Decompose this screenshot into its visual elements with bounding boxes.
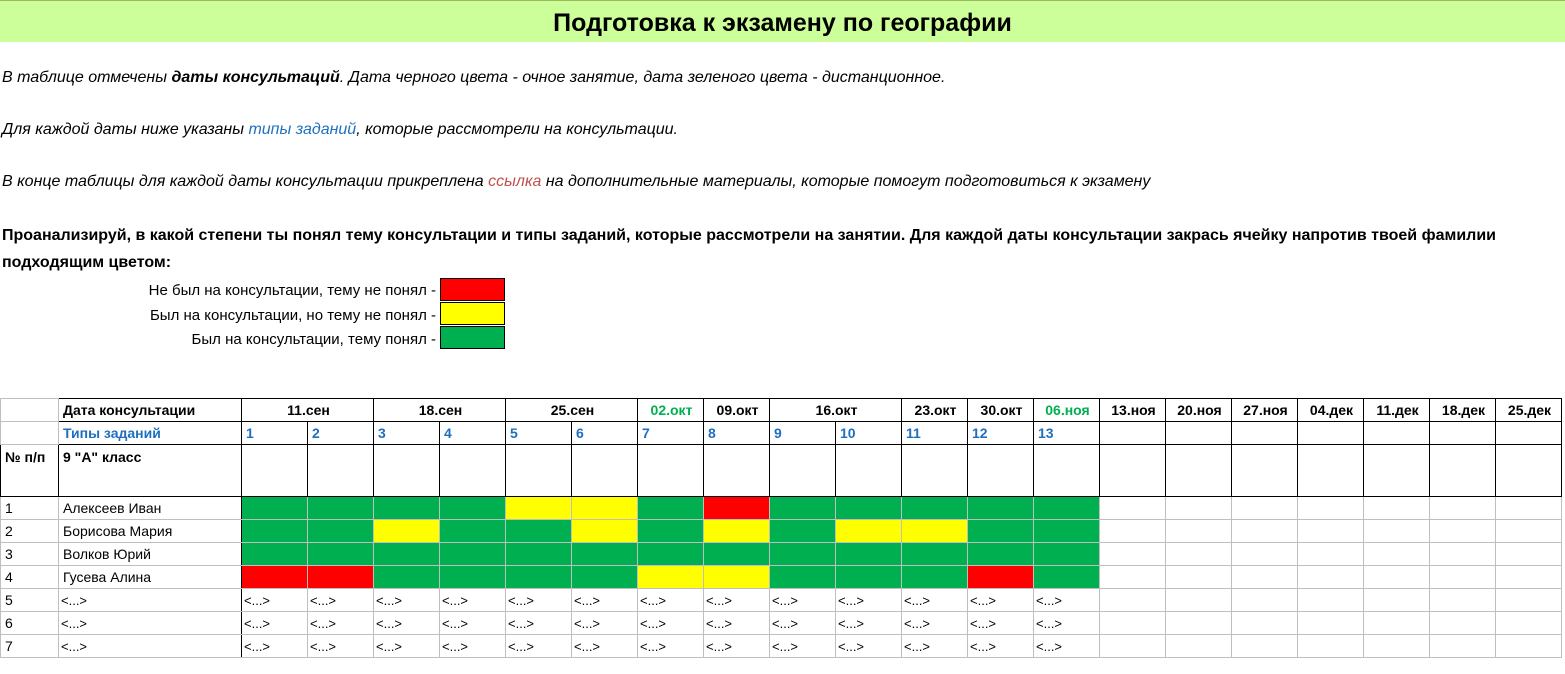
type-cell xyxy=(1100,422,1166,445)
mark-cell[interactable] xyxy=(1034,566,1100,589)
placeholder-cell xyxy=(1232,612,1298,635)
mark-cell[interactable] xyxy=(308,497,374,520)
mark-cell[interactable] xyxy=(506,566,572,589)
empty-cell xyxy=(506,445,572,497)
mark-cell[interactable] xyxy=(638,566,704,589)
mark-cell xyxy=(1100,497,1166,520)
page-title: Подготовка к экзамену по географии xyxy=(0,0,1565,42)
placeholder-cell: <...> xyxy=(1034,635,1100,658)
placeholder-cell: <...> xyxy=(902,612,968,635)
type-cell: 2 xyxy=(308,422,374,445)
link-highlight: ссылка xyxy=(488,173,542,190)
placeholder-cell: <...> xyxy=(902,589,968,612)
placeholder-cell: <...> xyxy=(770,635,836,658)
empty-cell xyxy=(1034,445,1100,497)
mark-cell xyxy=(1496,520,1562,543)
mark-cell xyxy=(1364,543,1430,566)
date-cell: 30.окт xyxy=(968,399,1034,422)
empty-cell xyxy=(836,445,902,497)
mark-cell xyxy=(1298,520,1364,543)
empty-cell xyxy=(770,445,836,497)
placeholder-cell: <...> xyxy=(968,635,1034,658)
placeholder-cell: <...> xyxy=(506,589,572,612)
mark-cell xyxy=(1364,497,1430,520)
empty-cell xyxy=(374,445,440,497)
mark-cell xyxy=(1232,520,1298,543)
mark-cell[interactable] xyxy=(506,520,572,543)
empty-cell xyxy=(242,445,308,497)
class-label: 9 "А" класс xyxy=(59,445,242,497)
mark-cell[interactable] xyxy=(770,566,836,589)
mark-cell[interactable] xyxy=(1034,497,1100,520)
legend-green-label: Был на консультации, тему понял - xyxy=(191,331,436,348)
placeholder-cell xyxy=(1100,612,1166,635)
empty-cell xyxy=(968,445,1034,497)
placeholder-cell xyxy=(1364,612,1430,635)
placeholder-cell: <...> xyxy=(836,612,902,635)
mark-cell[interactable] xyxy=(1034,520,1100,543)
mark-cell[interactable] xyxy=(440,566,506,589)
type-cell: 11 xyxy=(902,422,968,445)
date-cell: 25.сен xyxy=(506,399,638,422)
text-part: , которые рассмотрели на консультации. xyxy=(356,121,678,138)
student-name: Борисова Мария xyxy=(59,520,242,543)
placeholder-cell: <...> xyxy=(638,635,704,658)
mark-cell[interactable] xyxy=(308,520,374,543)
empty-cell xyxy=(440,445,506,497)
mark-cell[interactable] xyxy=(968,497,1034,520)
instruction-text: Проанализируй, в какой степени ты понял тему консультации и типы заданий, которые рассмотрели на занятии. Для каждой даты консультации закрась ячейку напротив твоей фамилии подходящим цветом: xyxy=(2,227,1496,271)
placeholder-cell: <...> xyxy=(308,612,374,635)
placeholder-name: <...> xyxy=(59,589,242,612)
date-cell: 09.окт xyxy=(704,399,770,422)
text-part: Для каждой даты ниже указаны xyxy=(2,121,249,138)
mark-cell[interactable] xyxy=(770,543,836,566)
date-cell: 18.дек xyxy=(1430,399,1496,422)
placeholder-cell: <...> xyxy=(836,635,902,658)
mark-cell xyxy=(1298,497,1364,520)
mark-cell xyxy=(1232,497,1298,520)
empty-cell xyxy=(1430,445,1496,497)
placeholder-cell: <...> xyxy=(374,589,440,612)
placeholder-cell xyxy=(1364,589,1430,612)
placeholder-cell xyxy=(1364,635,1430,658)
intro-link-text xyxy=(2,173,1150,191)
mark-cell[interactable] xyxy=(1034,543,1100,566)
mark-cell xyxy=(1100,543,1166,566)
legend-red-swatch xyxy=(440,278,505,301)
placeholder-cell: <...> xyxy=(572,635,638,658)
placeholder-cell: <...> xyxy=(506,635,572,658)
date-cell: 02.окт xyxy=(638,399,704,422)
mark-cell xyxy=(1232,543,1298,566)
placeholder-cell xyxy=(1298,612,1364,635)
table-row xyxy=(1,589,1562,612)
mark-cell[interactable] xyxy=(242,566,308,589)
table-row xyxy=(1,543,1562,566)
type-cell: 1 xyxy=(242,422,308,445)
empty-cell xyxy=(1364,445,1430,497)
placeholder-cell xyxy=(1166,635,1232,658)
row-number: 4 xyxy=(1,566,59,589)
row-number: 3 xyxy=(1,543,59,566)
mark-cell xyxy=(1232,566,1298,589)
consultation-table xyxy=(0,398,1562,658)
mark-cell[interactable] xyxy=(374,543,440,566)
types-row xyxy=(1,422,1562,445)
mark-cell xyxy=(1364,566,1430,589)
placeholder-cell: <...> xyxy=(308,589,374,612)
mark-cell[interactable] xyxy=(440,520,506,543)
placeholder-cell xyxy=(1430,612,1496,635)
num-header: № п/п xyxy=(1,445,59,497)
empty-cell xyxy=(902,445,968,497)
table-row xyxy=(1,497,1562,520)
empty-cell xyxy=(572,445,638,497)
empty-cell xyxy=(308,445,374,497)
intro-types-text xyxy=(2,121,678,139)
placeholder-cell: <...> xyxy=(440,589,506,612)
mark-cell[interactable] xyxy=(638,543,704,566)
placeholder-cell: <...> xyxy=(704,589,770,612)
intro-dates-text xyxy=(2,69,945,87)
mark-cell[interactable] xyxy=(836,497,902,520)
date-cell: 13.ноя xyxy=(1100,399,1166,422)
date-cell: 20.ноя xyxy=(1166,399,1232,422)
mark-cell[interactable] xyxy=(638,520,704,543)
type-cell: 13 xyxy=(1034,422,1100,445)
mark-cell xyxy=(1166,543,1232,566)
type-cell: 3 xyxy=(374,422,440,445)
mark-cell xyxy=(1298,543,1364,566)
mark-cell xyxy=(1100,566,1166,589)
mark-cell xyxy=(1496,543,1562,566)
placeholder-cell xyxy=(1430,635,1496,658)
mark-cell xyxy=(1166,520,1232,543)
mark-cell[interactable] xyxy=(836,566,902,589)
row-number: 1 xyxy=(1,497,59,520)
mark-cell[interactable] xyxy=(572,497,638,520)
mark-cell[interactable] xyxy=(374,566,440,589)
mark-cell[interactable] xyxy=(242,520,308,543)
mark-cell xyxy=(1496,497,1562,520)
empty-cell xyxy=(1166,445,1232,497)
text-part: В конце таблицы для каждой даты консультации прикреплена xyxy=(2,173,489,190)
student-name: Волков Юрий xyxy=(59,543,242,566)
placeholder-cell: <...> xyxy=(440,612,506,635)
mark-cell[interactable] xyxy=(836,520,902,543)
placeholder-cell: <...> xyxy=(638,612,704,635)
mark-cell[interactable] xyxy=(242,543,308,566)
placeholder-cell: <...> xyxy=(506,612,572,635)
type-cell xyxy=(1364,422,1430,445)
empty-cell xyxy=(1298,445,1364,497)
placeholder-cell xyxy=(1298,589,1364,612)
types-header: Типы заданий xyxy=(59,422,242,445)
empty-cell xyxy=(1,422,59,445)
empty-cell xyxy=(1,399,59,422)
placeholder-cell xyxy=(1100,589,1166,612)
type-cell: 4 xyxy=(440,422,506,445)
student-name: Гусева Алина xyxy=(59,566,242,589)
mark-cell xyxy=(1166,566,1232,589)
type-cell: 5 xyxy=(506,422,572,445)
placeholder-cell xyxy=(1298,635,1364,658)
type-cell: 12 xyxy=(968,422,1034,445)
mark-cell[interactable] xyxy=(440,543,506,566)
mark-cell[interactable] xyxy=(968,520,1034,543)
mark-cell[interactable] xyxy=(704,566,770,589)
type-cell xyxy=(1496,422,1562,445)
placeholder-cell: <...> xyxy=(572,589,638,612)
date-cell: 25.дек xyxy=(1496,399,1562,422)
mark-cell[interactable] xyxy=(308,543,374,566)
placeholder-cell: <...> xyxy=(968,612,1034,635)
text-part: . Дата черного цвета - очное занятие, дата зеленого цвета - дистанционное. xyxy=(339,69,946,86)
placeholder-cell xyxy=(1430,589,1496,612)
table-row xyxy=(1,566,1562,589)
mark-cell[interactable] xyxy=(374,497,440,520)
placeholder-cell: <...> xyxy=(968,589,1034,612)
placeholder-cell xyxy=(1166,589,1232,612)
legend-yellow-label: Был на консультации, но тему не понял - xyxy=(149,307,436,324)
mark-cell[interactable] xyxy=(704,543,770,566)
mark-cell xyxy=(1298,566,1364,589)
placeholder-cell: <...> xyxy=(440,635,506,658)
placeholder-cell: <...> xyxy=(374,612,440,635)
placeholder-cell: <...> xyxy=(704,635,770,658)
type-cell: 10 xyxy=(836,422,902,445)
date-cell: 11.дек xyxy=(1364,399,1430,422)
date-cell: 23.окт xyxy=(902,399,968,422)
mark-cell[interactable] xyxy=(902,566,968,589)
mark-cell[interactable] xyxy=(374,520,440,543)
placeholder-cell xyxy=(1232,589,1298,612)
empty-cell xyxy=(1100,445,1166,497)
row-number: 2 xyxy=(1,520,59,543)
mark-cell xyxy=(1100,520,1166,543)
table-row xyxy=(1,612,1562,635)
mark-cell xyxy=(1364,520,1430,543)
mark-cell xyxy=(1430,520,1496,543)
type-cell xyxy=(1166,422,1232,445)
row-number: 7 xyxy=(1,635,59,658)
placeholder-cell: <...> xyxy=(638,589,704,612)
placeholder-cell xyxy=(1496,612,1562,635)
legend-green-swatch xyxy=(440,326,505,349)
type-cell: 7 xyxy=(638,422,704,445)
table-row xyxy=(1,635,1562,658)
mark-cell[interactable] xyxy=(836,543,902,566)
text-bold-part: даты консультаций xyxy=(171,69,340,86)
mark-cell xyxy=(1166,497,1232,520)
mark-cell[interactable] xyxy=(572,566,638,589)
mark-cell[interactable] xyxy=(770,520,836,543)
mark-cell[interactable] xyxy=(968,543,1034,566)
mark-cell[interactable] xyxy=(242,497,308,520)
date-header: Дата консультации xyxy=(59,399,242,422)
placeholder-cell: <...> xyxy=(572,612,638,635)
dates-row xyxy=(1,399,1562,422)
mark-cell[interactable] xyxy=(902,543,968,566)
student-name: Алексеев Иван xyxy=(59,497,242,520)
empty-cell xyxy=(704,445,770,497)
type-cell: 6 xyxy=(572,422,638,445)
empty-cell xyxy=(638,445,704,497)
row-number: 5 xyxy=(1,589,59,612)
mark-cell[interactable] xyxy=(770,497,836,520)
placeholder-cell: <...> xyxy=(308,635,374,658)
legend-yellow-swatch xyxy=(440,302,505,325)
placeholder-cell: <...> xyxy=(704,612,770,635)
mark-cell[interactable] xyxy=(902,497,968,520)
mark-cell[interactable] xyxy=(968,566,1034,589)
date-cell: 18.сен xyxy=(374,399,506,422)
mark-cell[interactable] xyxy=(704,497,770,520)
row-number: 6 xyxy=(1,612,59,635)
mark-cell[interactable] xyxy=(638,497,704,520)
type-cell xyxy=(1232,422,1298,445)
placeholder-cell xyxy=(1232,635,1298,658)
legend-red-label: Не был на консультации, тему не понял - xyxy=(148,282,436,299)
mark-cell[interactable] xyxy=(902,520,968,543)
placeholder-cell xyxy=(1496,635,1562,658)
date-cell: 06.ноя xyxy=(1034,399,1100,422)
table-row xyxy=(1,520,1562,543)
placeholder-cell xyxy=(1496,589,1562,612)
placeholder-cell: <...> xyxy=(770,612,836,635)
placeholder-cell: <...> xyxy=(242,589,308,612)
placeholder-cell: <...> xyxy=(770,589,836,612)
mark-cell xyxy=(1430,497,1496,520)
type-cell: 9 xyxy=(770,422,836,445)
mark-cell[interactable] xyxy=(506,543,572,566)
mark-cell xyxy=(1430,566,1496,589)
mark-cell[interactable] xyxy=(308,566,374,589)
type-cell xyxy=(1430,422,1496,445)
placeholder-cell xyxy=(1166,612,1232,635)
mark-cell xyxy=(1496,566,1562,589)
date-cell: 16.окт xyxy=(770,399,902,422)
mark-cell xyxy=(1430,543,1496,566)
placeholder-name: <...> xyxy=(59,612,242,635)
placeholder-cell: <...> xyxy=(1034,612,1100,635)
placeholder-cell: <...> xyxy=(1034,589,1100,612)
empty-cell xyxy=(1496,445,1562,497)
date-cell: 04.дек xyxy=(1298,399,1364,422)
type-cell: 8 xyxy=(704,422,770,445)
empty-cell xyxy=(1232,445,1298,497)
types-highlight: типы заданий xyxy=(248,121,357,138)
placeholder-cell: <...> xyxy=(242,612,308,635)
text-part: В таблице отмечены xyxy=(2,69,172,86)
placeholder-cell xyxy=(1100,635,1166,658)
mark-cell[interactable] xyxy=(440,497,506,520)
class-header-row xyxy=(1,445,1562,497)
placeholder-cell: <...> xyxy=(374,635,440,658)
mark-cell[interactable] xyxy=(572,543,638,566)
placeholder-cell: <...> xyxy=(902,635,968,658)
mark-cell[interactable] xyxy=(704,520,770,543)
placeholder-name: <...> xyxy=(59,635,242,658)
text-part: на дополнительные материалы, которые помогут подготовиться к экзамену xyxy=(541,173,1151,190)
placeholder-cell: <...> xyxy=(836,589,902,612)
mark-cell[interactable] xyxy=(572,520,638,543)
date-cell: 27.ноя xyxy=(1232,399,1298,422)
mark-cell[interactable] xyxy=(506,497,572,520)
date-cell: 11.сен xyxy=(242,399,374,422)
placeholder-cell: <...> xyxy=(242,635,308,658)
type-cell xyxy=(1298,422,1364,445)
